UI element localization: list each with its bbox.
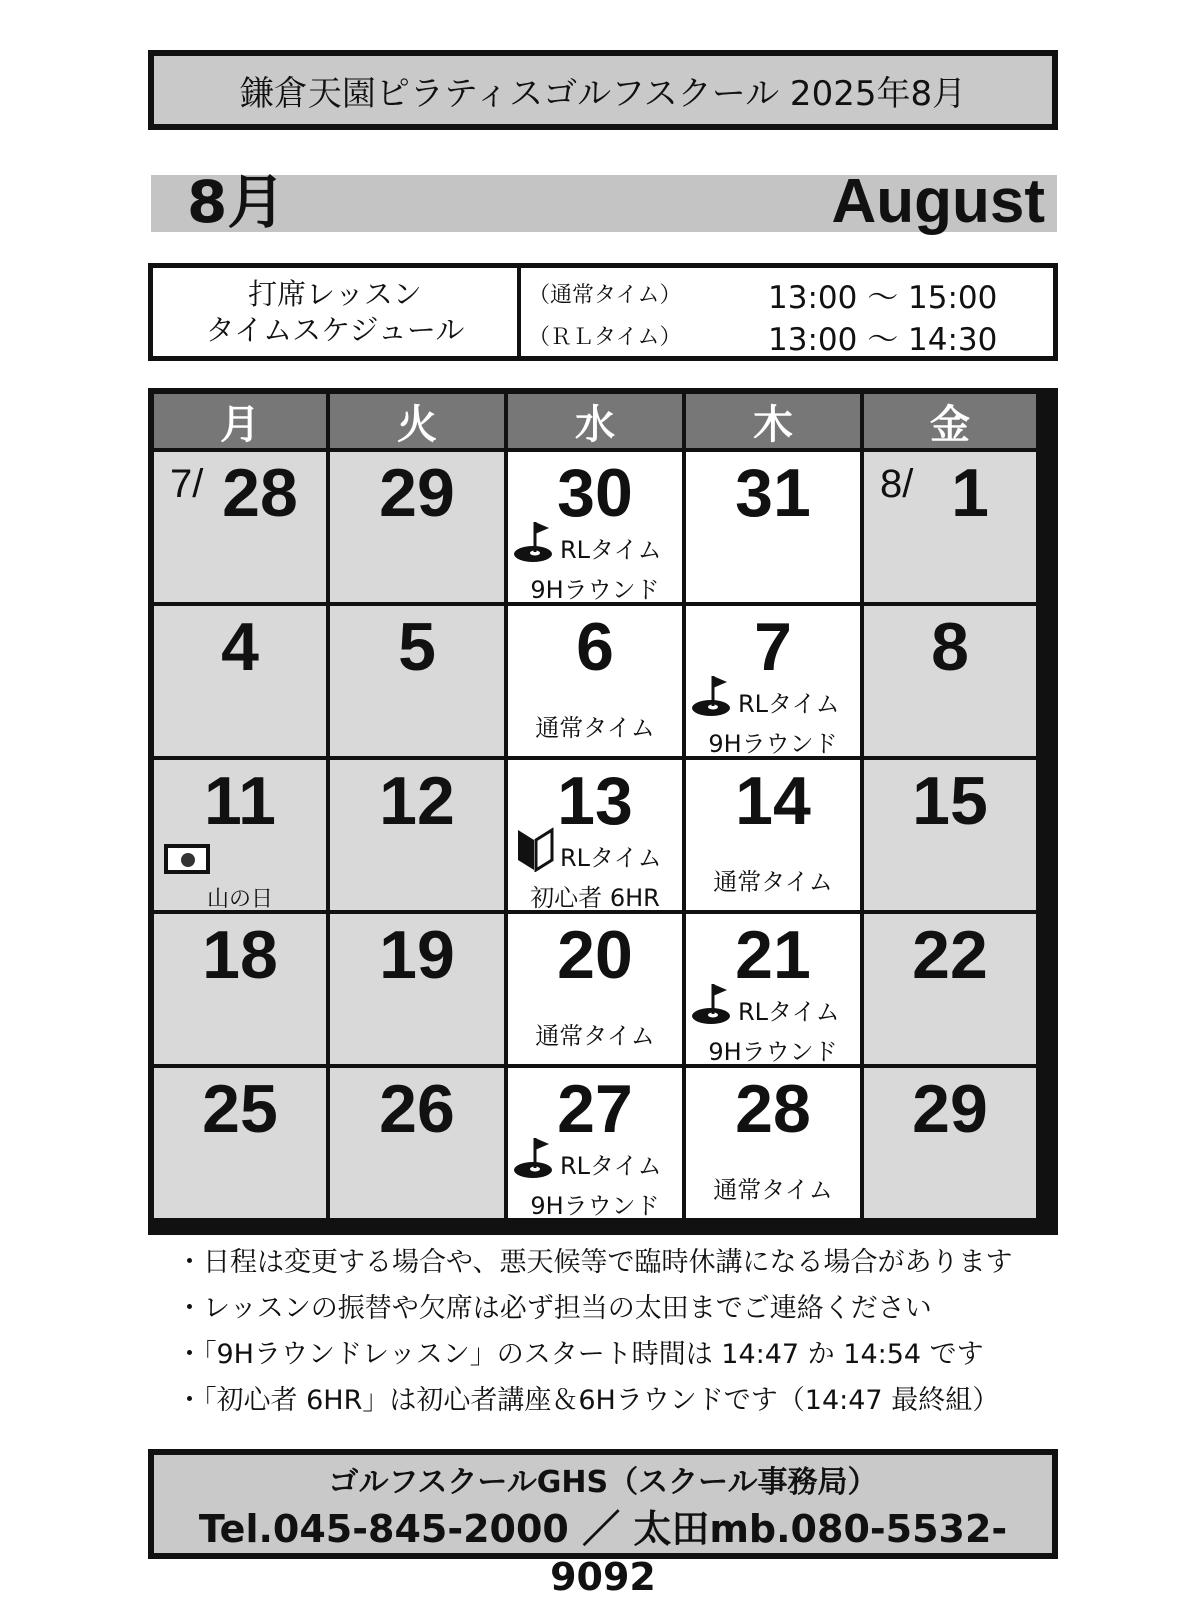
calendar-day — [864, 1068, 1036, 1218]
event-detail: 9Hラウンド — [708, 730, 838, 758]
beginner-mark-icon — [512, 826, 558, 872]
calendar-day — [154, 452, 326, 602]
calendar-day — [330, 452, 504, 602]
golf-flag-icon — [512, 518, 558, 564]
day-number: 15 — [912, 763, 988, 839]
month-prefix: 8/ — [880, 462, 914, 506]
day-number: 19 — [379, 917, 455, 993]
golf-flag-icon — [512, 1134, 558, 1180]
schedule-title-line1: 打席レッスン — [248, 277, 422, 311]
month-prefix: 7/ — [170, 462, 204, 506]
calendar-day — [508, 914, 682, 1064]
day-number: 14 — [735, 763, 811, 839]
time-schedule — [148, 263, 1058, 361]
calendar-day — [154, 606, 326, 756]
page-title: 鎌倉天園ピラティスゴルフスクール 2025年8月 — [148, 50, 1058, 130]
calendar-day — [686, 606, 860, 756]
day-number: 11 — [204, 763, 276, 839]
schedule-title — [153, 268, 521, 356]
day-number: 30 — [557, 455, 633, 531]
calendar-day — [508, 1068, 682, 1218]
day-number: 28 — [735, 1071, 811, 1147]
day-number: 8 — [931, 609, 969, 685]
holiday-name: 山の日 — [206, 887, 273, 912]
day-number: 6 — [576, 609, 614, 685]
day-number: 1 — [951, 455, 989, 531]
note-item: ・日程は変更する場合や、悪天候等で臨時休講になる場合があります — [176, 1247, 1013, 1278]
schedule-time: 13:00 ～ 14:30 — [768, 322, 998, 358]
event-regular: 通常タイム — [535, 1022, 655, 1050]
calendar-day — [864, 452, 1036, 602]
calendar-day — [864, 760, 1036, 910]
event-label: RLタイム — [560, 536, 662, 564]
day-number: 7 — [754, 609, 792, 685]
calendar-day — [154, 914, 326, 1064]
event-detail: 初心者 6HR — [530, 884, 660, 912]
note-item: ・レッスンの振替や欠席は必ず担当の太田までご連絡ください — [176, 1293, 932, 1324]
note-item: ・「初心者 6HR」は初心者講座＆6Hラウンドです（14:47 最終組） — [176, 1385, 1000, 1416]
calendar-day — [508, 606, 682, 756]
calendar-day — [686, 452, 860, 602]
schedule-label: （ＲＬタイム） — [528, 325, 682, 350]
day-number: 12 — [379, 763, 455, 839]
day-number: 22 — [912, 917, 988, 993]
school-office: ゴルフスクールGHS（スクール事務局） — [328, 1465, 878, 1500]
month-banner — [151, 167, 1057, 236]
calendar-day — [686, 914, 860, 1064]
calendar-day — [508, 760, 682, 910]
contact-footer — [148, 1449, 1058, 1599]
event-label: RLタイム — [738, 998, 840, 1026]
calendar-day — [154, 760, 326, 910]
day-number: 18 — [202, 917, 278, 993]
event-regular: 通常タイム — [713, 868, 833, 896]
calendar-day — [686, 760, 860, 910]
schedule-label: （通常タイム） — [528, 283, 682, 308]
calendar-day — [864, 606, 1036, 756]
day-number: 26 — [379, 1071, 455, 1147]
schedule-row-regular — [528, 272, 1048, 316]
weekday-header: 木 — [686, 394, 860, 448]
calendar-day — [864, 914, 1036, 1064]
calendar-day — [330, 606, 504, 756]
day-number: 5 — [398, 609, 436, 685]
weekday-header: 火 — [330, 394, 504, 448]
schedule-title-line2: タイムスケジュール — [205, 313, 465, 347]
month-english: August — [831, 167, 1045, 236]
note-item: ・「9Hラウンドレッスン」のスタート時間は 14:47 か 14:54 です — [176, 1339, 984, 1370]
calendar-day — [154, 1068, 326, 1218]
schedule-row-rl — [528, 314, 1048, 358]
calendar-day — [330, 1068, 504, 1218]
day-number: 4 — [221, 609, 259, 685]
calendar-day — [686, 1068, 860, 1218]
day-number: 21 — [735, 917, 811, 993]
weekday-header: 月 — [154, 394, 326, 448]
month-japanese: 8月 — [187, 168, 286, 236]
schedule-time: 13:00 ～ 15:00 — [768, 280, 998, 316]
event-detail: 9Hラウンド — [530, 576, 660, 604]
day-number: 25 — [202, 1071, 278, 1147]
golf-flag-icon — [690, 980, 736, 1026]
weekday-header: 金 — [864, 394, 1036, 448]
calendar-day — [508, 452, 682, 602]
day-number: 28 — [222, 455, 298, 531]
event-regular: 通常タイム — [713, 1176, 833, 1204]
calendar-grid — [148, 388, 1058, 1235]
event-label: RLタイム — [738, 690, 840, 718]
notes-list — [176, 1240, 1076, 1424]
golf-flag-icon — [690, 672, 736, 718]
day-number: 31 — [735, 455, 811, 531]
calendar-day — [330, 914, 504, 1064]
japan-flag-icon — [164, 844, 210, 874]
day-number: 29 — [379, 455, 455, 531]
day-number: 20 — [557, 917, 633, 993]
event-label: RLタイム — [560, 1152, 662, 1180]
event-label: RLタイム — [560, 844, 662, 872]
event-detail: 9Hラウンド — [708, 1038, 838, 1066]
day-number: 13 — [557, 763, 633, 839]
event-detail: 9Hラウンド — [530, 1192, 660, 1220]
day-number: 29 — [912, 1071, 988, 1147]
calendar-day — [330, 760, 504, 910]
contact-phone: Tel.045-845-2000 ／ 太田mb.080-5532-9092 — [198, 1507, 1008, 1599]
day-number: 27 — [557, 1071, 633, 1147]
event-regular: 通常タイム — [535, 714, 655, 742]
weekday-header: 水 — [508, 394, 682, 448]
